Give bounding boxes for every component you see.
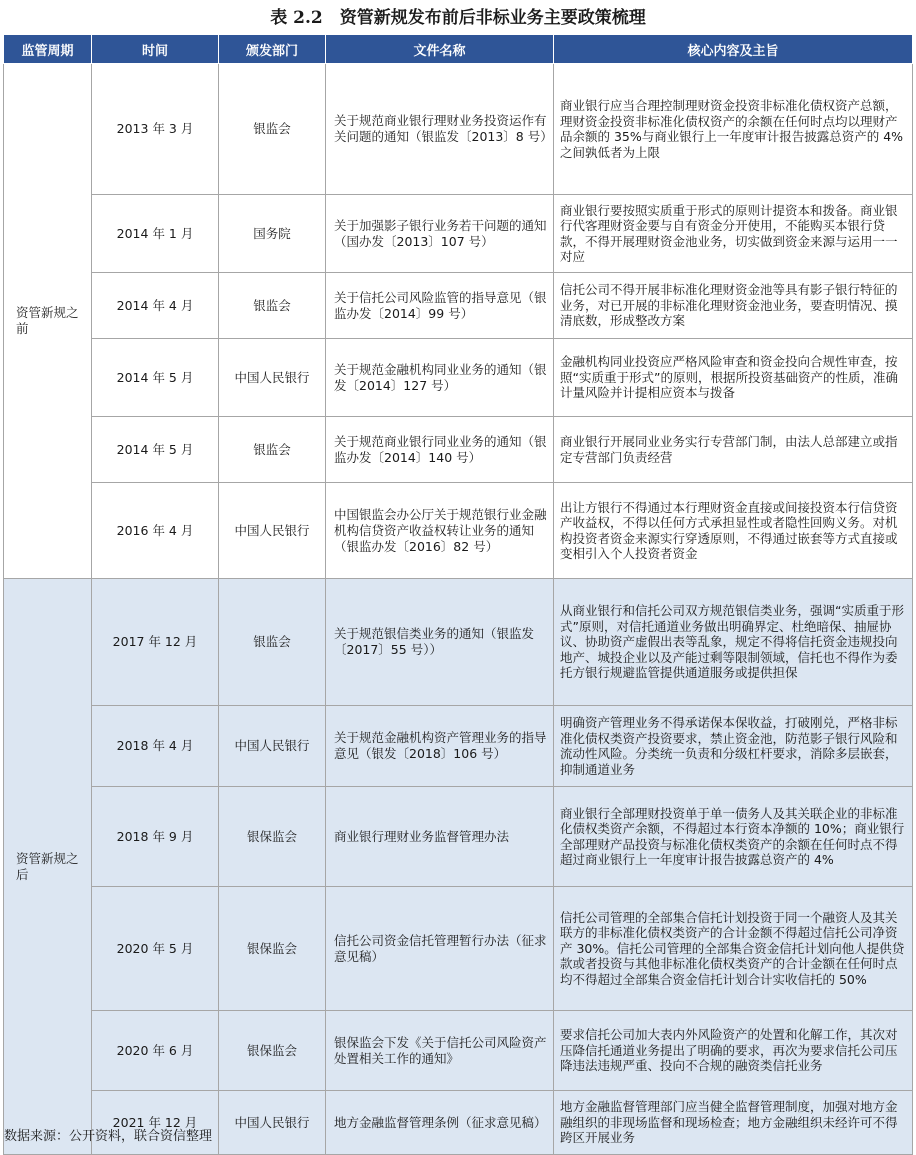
- table-row: [4, 787, 913, 887]
- content-cell: 商业银行全部理财投资单于单一债务人及其关联企业的非标准化债权类资产余额，不得超过本行资本净额的 10%；商业银行全部理财产品投资与标准化债权类资产的余额在任何时点不得超过商业银行上一年度审计报告披露总资产的 4%: [554, 787, 913, 887]
- dept-cell: 银监会: [219, 64, 326, 195]
- doc-cell: 关于规范商业银行同业业务的通知（银监办发〔2014〕140 号）: [326, 417, 554, 483]
- group-after: [4, 579, 913, 1155]
- doc-cell: 关于规范金融机构同业业务的通知（银发〔2014〕127 号）: [326, 339, 554, 417]
- table-row: [4, 417, 913, 483]
- dept-cell: 中国人民银行: [219, 1091, 326, 1155]
- dept-cell: 银保监会: [219, 1011, 326, 1091]
- table-row: [4, 273, 913, 339]
- table-row: [4, 64, 913, 195]
- content-cell: 要求信托公司加大表内外风险资产的处置和化解工作，其次对压降信托通道业务提出了明确的要求，再次为要求信托公司压降违法违规严重、投向不合规的融资类信托业务: [554, 1011, 913, 1091]
- table-row: [4, 887, 913, 1011]
- doc-cell: 中国银监会办公厅关于规范银行业金融机构信贷资产收益权转让业务的通知（银监办发〔2016〕82 号）: [326, 483, 554, 579]
- table-row: [4, 195, 913, 273]
- header-date: 时间: [92, 35, 219, 64]
- date-cell: 2020 年 5 月: [92, 887, 219, 1011]
- dept-cell: 银保监会: [219, 787, 326, 887]
- content-cell: 商业银行要按照实质重于形式的原则计提资本和拨备。商业银行代客理财资金要与自有资金分开使用，不能购买本银行贷款，不得开展理财资金池业务，切实做到资金来源与运用一一对应: [554, 195, 913, 273]
- doc-cell: 银保监会下发《关于信托公司风险资产处置相关工作的通知》: [326, 1011, 554, 1091]
- dept-cell: 银监会: [219, 579, 326, 706]
- content-cell: 从商业银行和信托公司双方规范银信类业务，强调“实质重于形式”原则，对信托通道业务做出明确界定、杜绝暗保、抽屉协议、协助资产虚假出表等乱象，规定不得将信托资金违规投向地产、城投企业以及产能过剩等限制领域，信托也不得作为委托方银行规避监管提供通道服务或提供担保: [554, 579, 913, 706]
- table-title: 表 2.2 资管新规发布前后非标业务主要政策梳理: [270, 8, 646, 28]
- header-period: 监管周期: [4, 35, 92, 64]
- source-note: 数据来源：公开资料，联合资信整理: [4, 1129, 213, 1144]
- table-row: [4, 1011, 913, 1091]
- date-cell: 2017 年 12 月: [92, 579, 219, 706]
- header-content: 核心内容及主旨: [554, 35, 913, 64]
- policy-table: [3, 34, 913, 1155]
- content-cell: 信托公司管理的全部集合信托计划投资于同一个融资人及其关联方的非标准化债权类资产的合计金额不得超过信托公司净资产 30%。信托公司管理的全部集合资金信托计划向他人提供贷款或者投资与其他非标准化债权类资产的合计金额在任何时点均不得超过全部集合资金信托计划合计实收信托的 50%: [554, 887, 913, 1011]
- header-doc: 文件名称: [326, 35, 554, 64]
- date-cell: 2014 年 5 月: [92, 417, 219, 483]
- date-cell: 2021 年 12 月: [92, 1091, 219, 1155]
- dept-cell: 中国人民银行: [219, 483, 326, 579]
- doc-cell: 关于规范金融机构资产管理业务的指导意见（银发〔2018〕106 号）: [326, 706, 554, 787]
- dept-cell: 中国人民银行: [219, 339, 326, 417]
- content-cell: 商业银行应当合理控制理财资金投资非标准化债权资产总额，理财资金投资非标准化债权资产的余额在任何时点均以理财产品余额的 35%与商业银行上一年度审计报告披露总资产的 4%之间孰低者为上限: [554, 64, 913, 195]
- dept-cell: 银监会: [219, 273, 326, 339]
- doc-cell: 关于规范商业银行理财业务投资运作有关问题的通知（银监发〔2013〕8 号）: [326, 64, 554, 195]
- group-before: [4, 64, 913, 579]
- dept-cell: 银保监会: [219, 887, 326, 1011]
- dept-cell: 银监会: [219, 417, 326, 483]
- date-cell: 2014 年 5 月: [92, 339, 219, 417]
- table-row: [4, 706, 913, 787]
- content-cell: 出让方银行不得通过本行理财资金直接或间接投资本行信贷资产收益权，不得以任何方式承担显性或者隐性回购义务。对机构投资者资金来源实行穿透原则，不得通过嵌套等方式直接或变相引入个人投资者资金: [554, 483, 913, 579]
- content-cell: 商业银行开展同业业务实行专营部门制，由法人总部建立或指定专营部门负责经营: [554, 417, 913, 483]
- date-cell: 2020 年 6 月: [92, 1011, 219, 1091]
- header-dept: 颁发部门: [219, 35, 326, 64]
- content-cell: 地方金融监督管理部门应当健全监督管理制度，加强对地方金融组织的非现场监督和现场检查；地方金融组织未经许可不得跨区开展业务: [554, 1091, 913, 1155]
- table-row: [4, 579, 913, 706]
- period-cell: 资管新规之后: [4, 579, 92, 1155]
- table-row: [4, 339, 913, 417]
- date-cell: 2014 年 1 月: [92, 195, 219, 273]
- date-cell: 2014 年 4 月: [92, 273, 219, 339]
- content-cell: 信托公司不得开展非标准化理财资金池等具有影子银行特征的业务，对已开展的非标准化理财资金池业务，要查明情况、摸清底数，形成整改方案: [554, 273, 913, 339]
- content-cell: 金融机构同业投资应严格风险审查和资金投向合规性审查，按照“实质重于形式”的原则，根据所投资基础资产的性质，准确计量风险并计提相应资本与拨备: [554, 339, 913, 417]
- doc-cell: 关于信托公司风险监管的指导意见（银监办发〔2014〕99 号）: [326, 273, 554, 339]
- date-cell: 2016 年 4 月: [92, 483, 219, 579]
- doc-cell: 关于规范银信类业务的通知（银监发〔2017〕55 号））: [326, 579, 554, 706]
- period-cell: 资管新规之前: [4, 64, 92, 579]
- dept-cell: 国务院: [219, 195, 326, 273]
- date-cell: 2013 年 3 月: [92, 64, 219, 195]
- content-cell: 明确资产管理业务不得承诺保本保收益，打破刚兑，严格非标准化债权类资产投资要求，禁止资金池，防范影子银行风险和流动性风险。分类统一负责和分级杠杆要求，消除多层嵌套，抑制通道业务: [554, 706, 913, 787]
- table-header-row: [4, 35, 913, 64]
- doc-cell: 地方金融监督管理条例（征求意见稿）: [326, 1091, 554, 1155]
- doc-cell: 商业银行理财业务监督管理办法: [326, 787, 554, 887]
- table-row: [4, 483, 913, 579]
- doc-cell: 关于加强影子银行业务若干问题的通知（国办发〔2013〕107 号）: [326, 195, 554, 273]
- date-cell: 2018 年 4 月: [92, 706, 219, 787]
- dept-cell: 中国人民银行: [219, 706, 326, 787]
- doc-cell: 信托公司资金信托管理暂行办法（征求意见稿）: [326, 887, 554, 1011]
- date-cell: 2018 年 9 月: [92, 787, 219, 887]
